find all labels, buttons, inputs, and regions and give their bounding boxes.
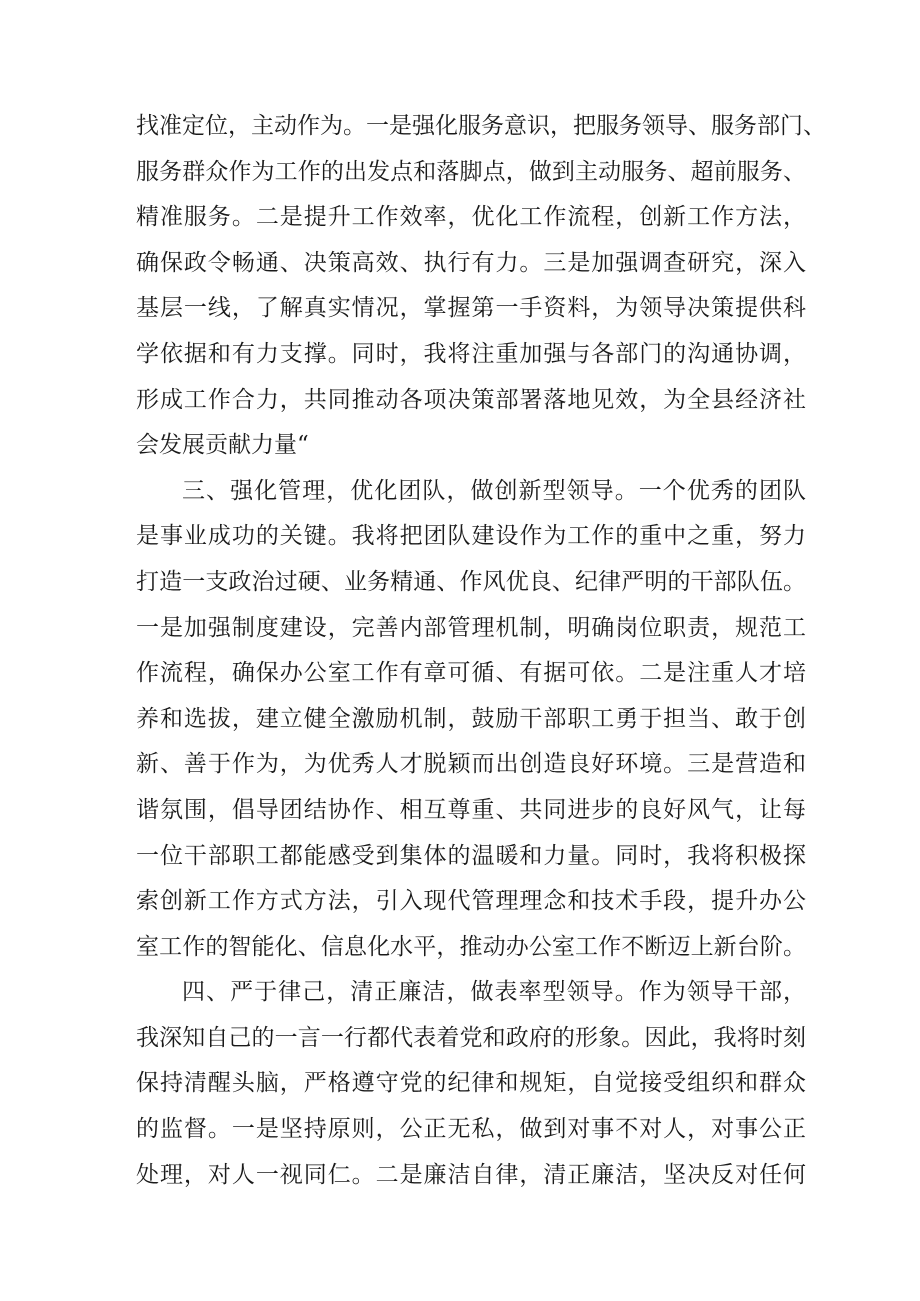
text-line: 室工作的智能化、信息化水平，推动办公室工作不断迈上新台阶。 — [136, 933, 806, 960]
text-line: 一位干部职工都能感受到集体的温暖和力量。同时，我将积极探 — [136, 842, 806, 869]
text-line: 四、严于律己，清正廉洁，做表率型领导。作为领导干部， — [182, 979, 806, 1006]
text-line: 会发展贡献力量“ — [136, 432, 309, 459]
text-line: 我深知自己的一言一行都代表着党和政府的形象。因此，我将时刻 — [136, 1024, 806, 1051]
text-line: 找准定位，主动作为。一是强化服务意识，把服务领导、服务部门、 — [136, 113, 826, 139]
text-line: 确保政令畅通、决策高效、执行有力。三是加强调查研究，深入 — [136, 249, 806, 276]
body-text — [136, 104, 826, 1198]
text-line: 三、强化管理，优化团队，做创新型领导。一个优秀的团队 — [182, 477, 806, 504]
text-line: 打造一支政治过硬、业务精通、作风优良、纪律严明的干部队伍。 — [136, 568, 806, 595]
text-line: 新、善于作为，为优秀人才脱颖而出创造良好环境。三是营造和 — [136, 751, 806, 778]
text-line: 一是加强制度建设，完善内部管理机制，明确岗位职责，规范工 — [136, 614, 806, 641]
text-line: 处理，对人一视同仁。二是廉洁自律，清正廉洁，坚决反对任何 — [136, 1161, 806, 1188]
text-line: 基层一线，了解真实情况，掌握第一手资料，为领导决策提供科 — [136, 295, 806, 322]
text-line: 服务群众作为工作的出发点和落脚点，做到主动服务、超前服务、 — [136, 158, 806, 185]
text-line: 精准服务。二是提升工作效率，优化工作流程，创新工作方法， — [136, 204, 806, 231]
text-line: 是事业成功的关键。我将把团队建设作为工作的重中之重，努力 — [136, 523, 806, 550]
text-line: 养和选拔，建立健全激励机制，鼓励干部职工勇于担当、敢于创 — [136, 705, 806, 732]
text-line: 作流程，确保办公室工作有章可循、有据可依。二是注重人才培 — [136, 660, 806, 687]
text-line: 的监督。一是坚持原则，公正无私，做到对事不对人，对事公正 — [136, 1116, 806, 1143]
text-line: 形成工作合力，共同推动各项决策部署落地见效，为全县经济社 — [136, 386, 806, 413]
text-line: 索创新工作方式方法，引入现代管理理念和技术手段，提升办公 — [136, 888, 806, 915]
text-line: 学依据和有力支撑。同时，我将注重加强与各部门的沟通协调， — [136, 340, 806, 367]
text-line: 谐氛围，倡导团结协作、相互尊重、共同进步的良好风气，让每 — [136, 796, 806, 823]
text-line: 保持清醒头脑，严格遵守党的纪律和规矩，自觉接受组织和群众 — [136, 1070, 806, 1097]
